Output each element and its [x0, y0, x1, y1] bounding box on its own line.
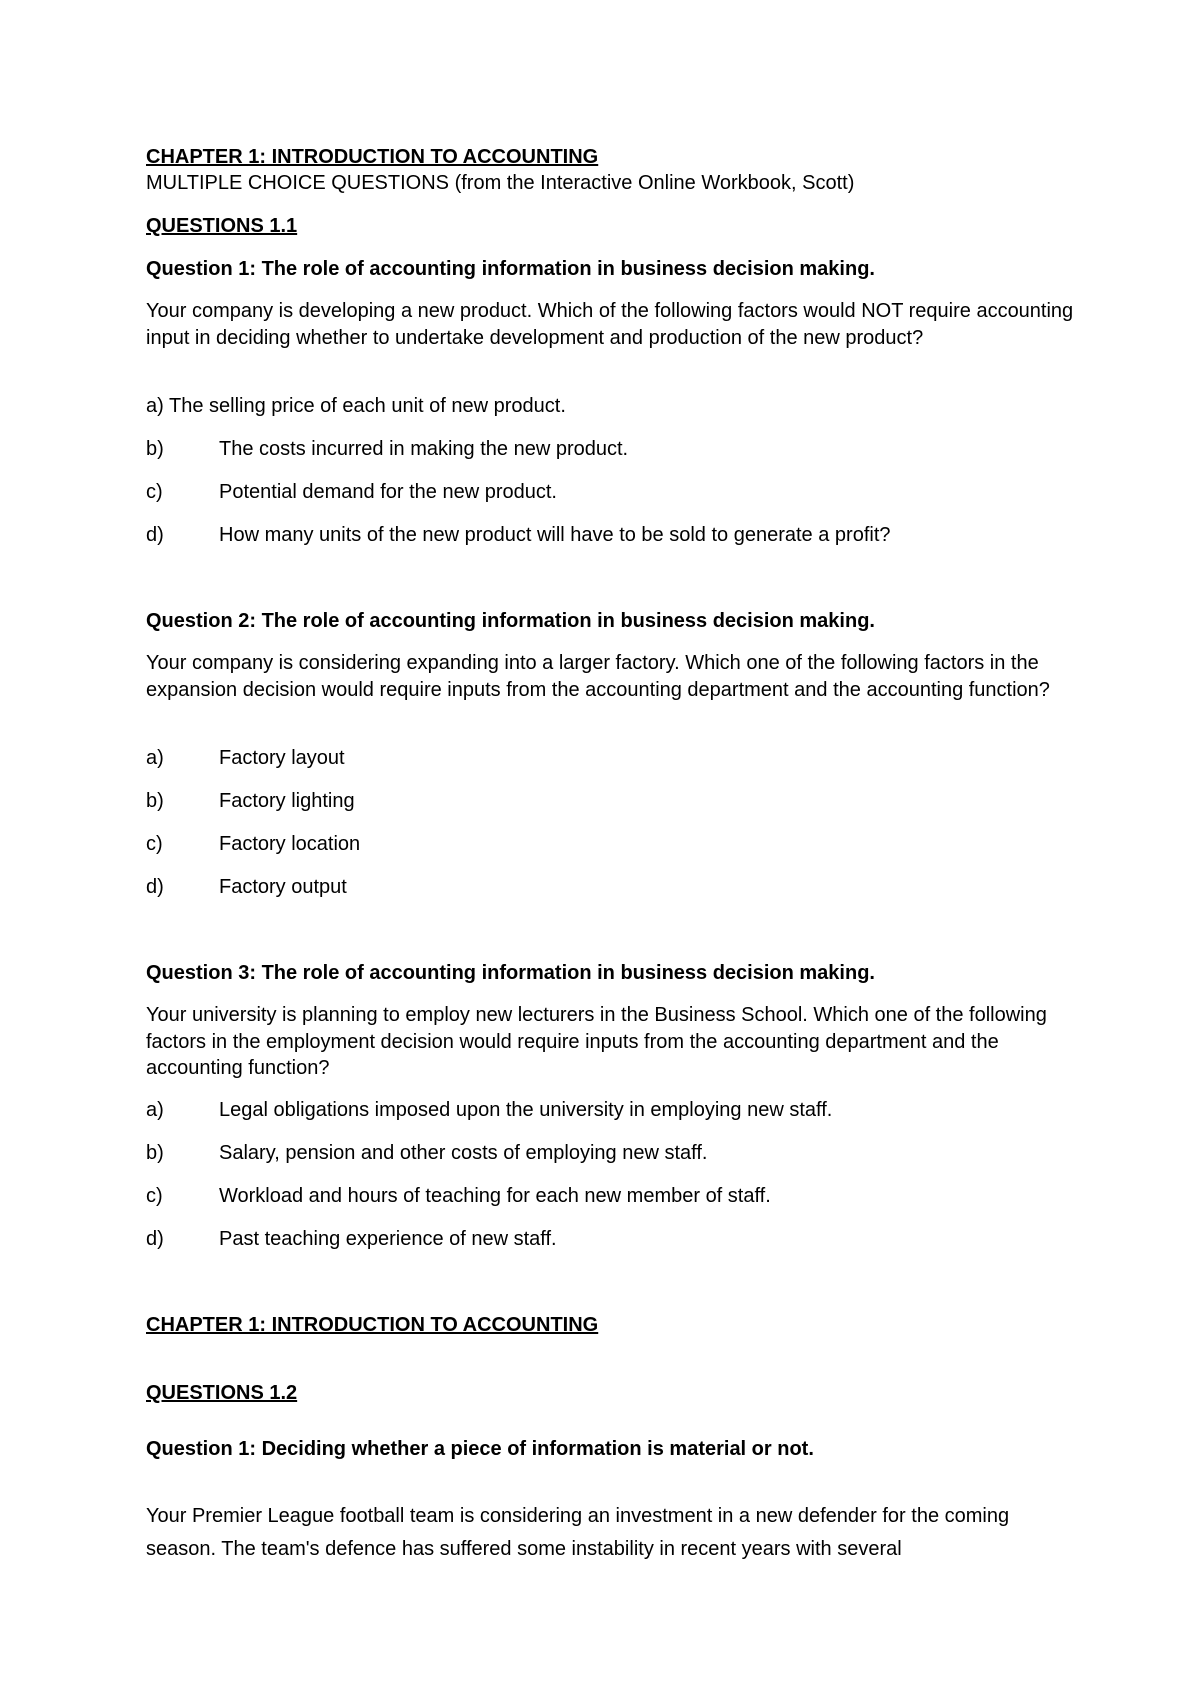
- answer-option: [146, 436, 628, 462]
- option-label: a): [146, 747, 164, 769]
- question-title: Question 2: The role of accounting information in business decision making.: [146, 610, 875, 632]
- question-body: Your company is developing a new product. Which of the following factors would NOT require accounting input in deciding whether to undertake development and production of the new product?: [146, 300, 1074, 349]
- option-text: The costs incurred in making the new product.: [219, 438, 629, 460]
- question-title: Question 1: The role of accounting information in business decision making.: [146, 258, 875, 280]
- question-title: Question 3: The role of accounting information in business decision making.: [146, 962, 875, 984]
- question-body: Your Premier League football team is considering an investment in a new defender for the coming season. The team's defence has suffered some instability in recent years with several: [146, 1505, 1010, 1560]
- answer-option: [146, 479, 557, 505]
- option-text: Factory location: [219, 833, 361, 855]
- answer-option: [146, 745, 345, 771]
- option-label: b): [146, 1142, 164, 1164]
- option-label: c): [146, 1185, 163, 1207]
- chapter-title: CHAPTER 1: INTRODUCTION TO ACCOUNTING: [146, 146, 599, 168]
- question-body: Your university is planning to employ new lecturers in the Business School. Which one of the following factors in the employment decision would require inputs from the accounting department and the accounting function?: [146, 1004, 1047, 1079]
- option-label: c): [146, 481, 163, 503]
- option-label: d): [146, 524, 164, 546]
- option-text: The selling price of each unit of new product.: [169, 395, 566, 417]
- option-text: Factory layout: [219, 747, 345, 769]
- question-body: Your company is considering expanding into a larger factory. Which one of the following factors in the expansion decision would require inputs from the accounting department and the accounting function?: [146, 652, 1050, 701]
- option-text: Potential demand for the new product.: [219, 481, 557, 503]
- question-title: Question 1: Deciding whether a piece of information is material or not.: [146, 1438, 814, 1460]
- answer-option: [146, 874, 347, 900]
- answer-option: [146, 393, 566, 419]
- chapter-title: CHAPTER 1: INTRODUCTION TO ACCOUNTING: [146, 1314, 599, 1336]
- option-label: d): [146, 1228, 164, 1250]
- option-text: Past teaching experience of new staff.: [219, 1228, 557, 1250]
- option-label: b): [146, 438, 164, 460]
- option-label: b): [146, 790, 164, 812]
- option-label: a): [146, 395, 164, 417]
- option-label: a): [146, 1099, 164, 1121]
- answer-option: [146, 522, 891, 548]
- option-label: c): [146, 833, 163, 855]
- answer-option: [146, 1097, 832, 1123]
- section-heading: QUESTIONS 1.2: [146, 1382, 298, 1404]
- answer-option: [146, 788, 355, 814]
- document-subtitle: MULTIPLE CHOICE QUESTIONS (from the Interactive Online Workbook, Scott): [146, 172, 855, 194]
- option-label: d): [146, 876, 164, 898]
- option-text: Salary, pension and other costs of employing new staff.: [219, 1142, 708, 1164]
- section-heading: QUESTIONS 1.1: [146, 215, 298, 237]
- answer-option: [146, 831, 360, 857]
- answer-option: [146, 1140, 707, 1166]
- option-text: Factory output: [219, 876, 347, 898]
- option-text: Factory lighting: [219, 790, 355, 812]
- option-text: Legal obligations imposed upon the university in employing new staff.: [219, 1099, 833, 1121]
- option-text: How many units of the new product will have to be sold to generate a profit?: [219, 524, 891, 546]
- option-text: Workload and hours of teaching for each new member of staff.: [219, 1185, 771, 1207]
- answer-option: [146, 1183, 771, 1209]
- answer-option: [146, 1226, 557, 1252]
